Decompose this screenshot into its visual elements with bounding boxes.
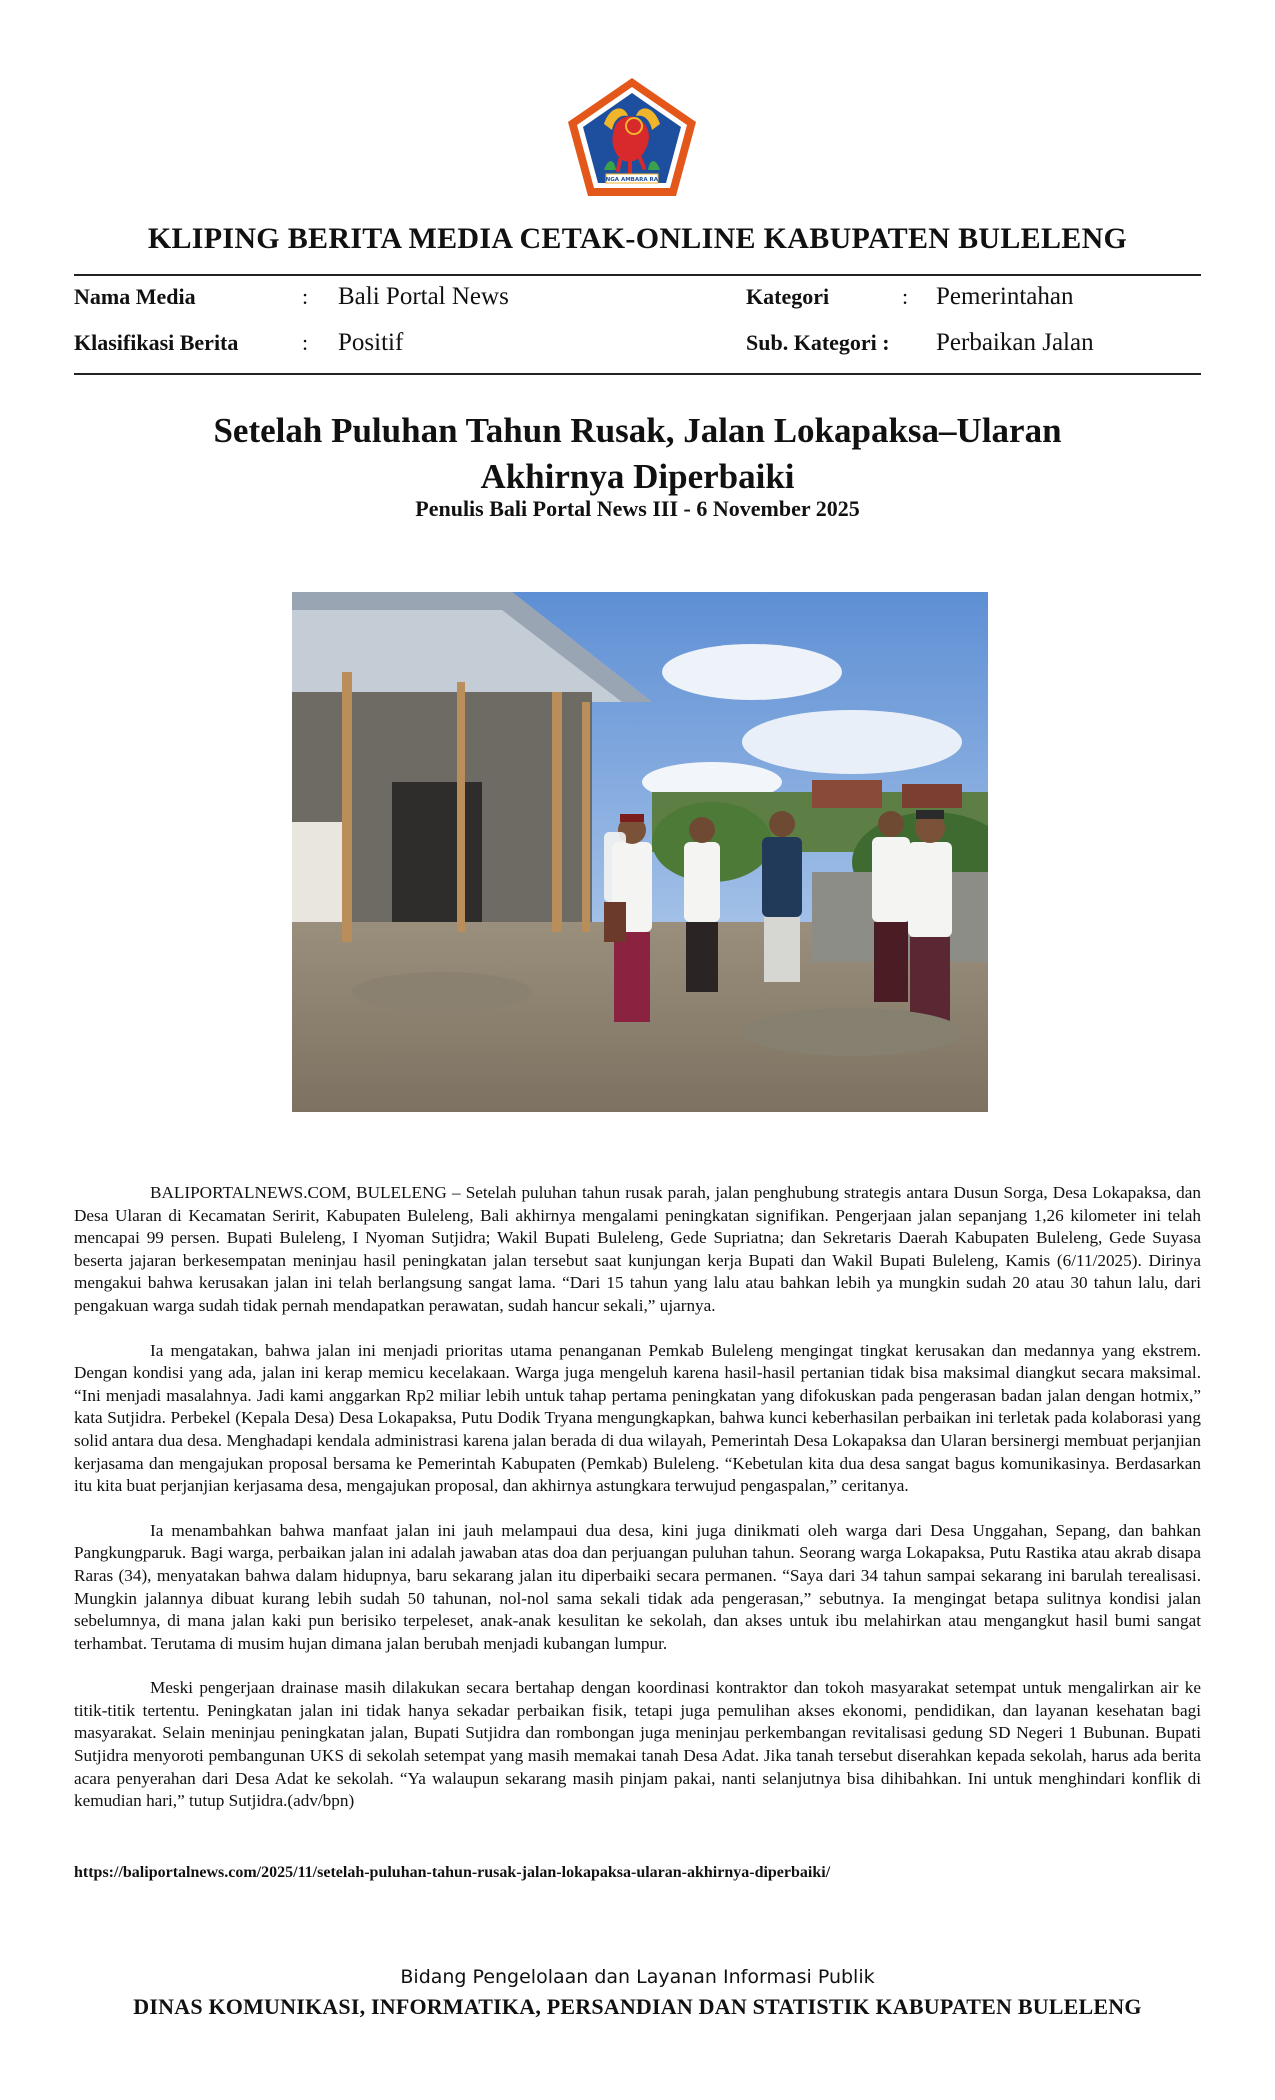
- buleleng-emblem-logo: [564, 74, 700, 200]
- article-headline-line1: Setelah Puluhan Tahun Rusak, Jalan Lokapaksa–Ularan: [213, 411, 1062, 450]
- classification-label: Klasifikasi Berita: [74, 330, 239, 355]
- svg-text:SINGA AMBARA RAJA: SINGA AMBARA RAJA: [599, 177, 665, 183]
- media-name-label: Nama Media: [74, 284, 196, 309]
- article-paragraph-1: BALIPORTALNEWS.COM, BULELENG – Setelah puluhan tahun rusak parah, jalan penghubung strategis antara Dusun Sorga, Desa Lokapaksa, dan Desa Ularan di Kecamatan Seririt, Kabupaten Buleleng, Bali akhirnya mengalami peningkatan signifikan. Pengerjaan jalan sepanjang 1,26 kilometer ini telah mencapai 99 persen. Bupati Buleleng, I Nyoman Sutjidra; Wakil Bupati Buleleng, Gede Supriatna; dan Sekretaris Daerah Kabupaten Buleleng, Gede Suyasa beserta jajaran berkesempatan meninjau hasil peningkatan jalan tersebut saat kunjungan kerja Bupati dan Wakil Bupati Buleleng, Kamis (6/11/2025). Dirinya mengakui bahwa kerusakan jalan ini telah berlangsung sangat lama. “Dari 15 tahun yang lalu atau bahkan lebih ya mungkin sudah 20 atau 30 tahun lalu, dari pengakuan warga sudah tidak pernah mendapatkan perawatan, sudah hancur sekali,” ujarnya.: [74, 1183, 1201, 1315]
- subcategory-value: Perbaikan Jalan: [936, 329, 1094, 356]
- article-paragraph-3: Ia menambahkan bahwa manfaat jalan ini jauh melampaui dua desa, kini juga dinikmati oleh warga dari Desa Unggahan, Sepang, dan bahkan Pangkungparuk. Bagi warga, perbaikan jalan ini adalah jawaban atas doa dan perjuangan puluhan tahun. Seorang warga Lokapaksa, Putu Rastika atau akrab disapa Raras (34), menyatakan bahwa dalam hidupnya, baru sekarang jalan itu diperbaiki secara permanen. “Saya dari 34 tahun sampai sekarang ini barulah terealisasi. Mungkin jalannya dibuat kurang lebih sudah 50 tahunan, nol-nol sama sekali tidak ada pengerasan,” sebutnya. Ia mengingat betapa sulitnya kondisi jalan sebelumnya, di mana jalan kaki pun berisiko terpeleset, anak-anak kesulitan ke sekolah, dan akses untuk ibu melahirkan atau mengangkut hasil bumi sangat terhambat. Terutama di musim hujan dimana jalan berubah menjadi kubangan lumpur.: [74, 1520, 1201, 1653]
- header-rule-top: [74, 274, 1201, 276]
- article-paragraph-4: Meski pengerjaan drainase masih dilakukan secara bertahap dengan koordinasi kontraktor dan tokoh masyarakat setempat untuk mengalirkan air ke titik-titik tertentu. Peningkatan jalan ini tidak hanya sekadar perbaikan fisik, tetapi juga pemulihan akses ekonomi, pendidikan, dan layanan kesehatan bagi masyarakat. Selain meninjau peningkatan jalan, Bupati Sutjidra dan rombongan juga meninjau perkembangan revitalisasi gedung SD Negeri 1 Bubunan. Bupati Sutjidra menyoroti pembangunan UKS di sekolah setempat yang masih memakai tanah Desa Adat. Jika tanah tersebut diserahkan kepada sekolah, harus ada berita acara penyerahan dari Desa Adat ke sekolah. “Ya walaupun sekarang masih pinjam pakai, nanti selanjutnya bisa dihibahkan. Ini untuk menghindari konflik di kemudian hari,” tutup Sutjidra.(adv/bpn): [74, 1678, 1201, 1811]
- subcategory-label: Sub. Kategori :: [746, 330, 890, 355]
- article-paragraph-2: Ia mengatakan, bahwa jalan ini menjadi prioritas utama penanganan Pemkab Buleleng mengingat tingkat kerusakan dan medannya yang ekstrem. Dengan kondisi yang ada, jalan ini kerap memicu kecelakaan. Warga juga mengeluh karena hasil-hasil pertanian tidak bisa maksimal diangkut secara maksimal. “Ini menjadi masalahnya. Jadi kami anggarkan Rp2 miliar lebih untuk tahap pertama peningkatan yang difokuskan pada pengerasan badan jalan dengan hotmix,” kata Sutjidra. Perbekel (Kepala Desa) Desa Lokapaksa, Putu Dodik Tryana mengungkapkan, bahwa kunci keberhasilan perbaikan ini terletak pada kolaborasi yang solid antara dua desa. Menghadapi kendala administrasi karena jalan berada di dua wilayah, Pemerintah Desa Lokapaksa dan Ularan bersinergi membuat perjanjian kerjasama dan mengajukan proposal bersama ke Pemerintah Kabupaten (Pemkab) Buleleng. “Kebetulan kita dua desa sangat bagus komunikasinya. Berdasarkan itu kita buat perjanjian kerjasama desa, mengajukan proposal, dan akhirnya astungkara terwujud pengaspalan,” ceritanya.: [74, 1340, 1201, 1496]
- news-photo: [292, 592, 988, 1112]
- media-name-colon: :: [302, 284, 309, 309]
- article-body: [74, 1182, 1201, 1835]
- classification-colon: :: [302, 330, 309, 355]
- category-value: Pemerintahan: [936, 283, 1074, 310]
- article-headline-line2: Akhirnya Diperbaiki: [480, 457, 795, 496]
- footer-agency: DINAS KOMUNIKASI, INFORMATIKA, PERSANDIAN DAN STATISTIK KABUPATEN BULELENG: [133, 1994, 1142, 2019]
- category-colon: :: [902, 284, 909, 309]
- header-rule-bottom: [74, 373, 1201, 375]
- article-byline: Penulis Bali Portal News III - 6 November 2025: [415, 496, 860, 521]
- media-name-value: Bali Portal News: [338, 283, 509, 310]
- classification-value: Positif: [338, 329, 404, 356]
- source-url-link[interactable]: https://baliportalnews.com/2025/11/setelah-puluhan-tahun-rusak-jalan-lokapaksa-ularan-akhirnya-diperbaiki/: [74, 1864, 831, 1881]
- article-headline: [0, 408, 1275, 500]
- footer-department: Bidang Pengelolaan dan Layanan Informasi Publik: [400, 1966, 875, 1988]
- category-label: Kategori: [746, 284, 830, 309]
- document-header-title: KLIPING BERITA MEDIA CETAK-ONLINE KABUPATEN BULELENG: [147, 222, 1128, 255]
